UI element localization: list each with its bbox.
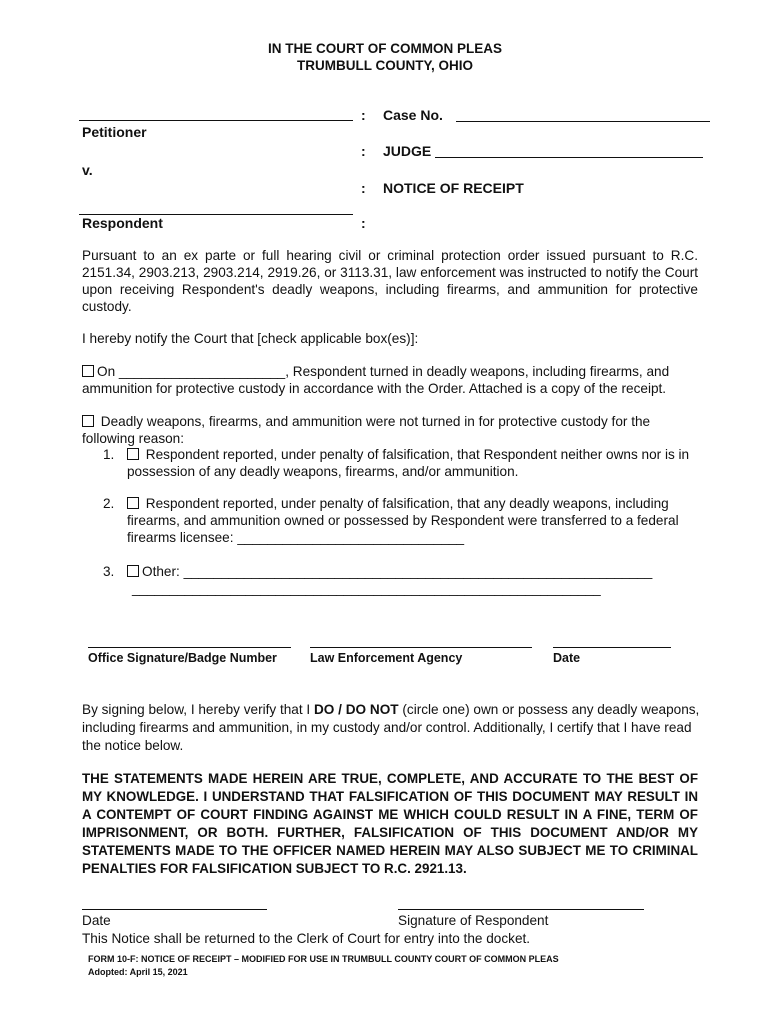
- falsification-statement: THE STATEMENTS MADE HEREIN ARE TRUE, COMPLETE, AND ACCURATE TO THE BEST OF MY KNOWLEDGE. I UNDERSTAND THAT FALSIFICATION OF THIS DOCUMENT MAY RESULT IN A CONTEMPT OF COURT FINDING AGAINST ME WHICH COULD RESULT IN A FINE, TERM OF IMPRISONMENT, OR BOTH. FURTHER, FALSIFICATION OF THIS DOCUMENT AND/OR MY STATEMENTS MADE TO THE OFFICER NAMED HEREIN MAY ALSO SUBJECT ME TO CRIMINAL PENALTIES FOR FALSIFICATION SUBJECT TO R.C. 2921.13.: [82, 771, 698, 876]
- licensee-blank[interactable]: ______________________________: [237, 530, 465, 545]
- petitioner-label: Petitioner: [82, 124, 147, 140]
- other-label: Other:: [142, 564, 180, 579]
- reason-3-line1: [127, 563, 652, 580]
- licensee-label: firearms licensee:: [127, 530, 234, 545]
- other-blank-2[interactable]: ______________________________________________________________: [132, 581, 601, 596]
- reason-1-line1: [127, 446, 689, 463]
- case-no-field[interactable]: [456, 121, 710, 122]
- caption-colon: :: [361, 180, 366, 196]
- respondent-signature-label: Signature of Respondent: [398, 913, 549, 928]
- respondent-signature-line[interactable]: [398, 909, 644, 910]
- verification-text: By signing below, I hereby verify that I: [82, 702, 314, 717]
- reason-1-number: 1.: [103, 447, 115, 462]
- form-footer: FORM 10-F: NOTICE OF RECEIPT – MODIFIED FOR USE IN TRUMBULL COUNTY COURT OF COMMON PLEAS: [88, 954, 559, 964]
- case-no-label: Case No.: [383, 107, 443, 123]
- reason-2-text: Respondent reported, under penalty of falsification, that any deadly weapons, including: [145, 496, 669, 511]
- adopted-date: Adopted: April 15, 2021: [88, 967, 188, 977]
- caption-colon: :: [361, 107, 366, 123]
- reason-2-line1: [127, 495, 669, 512]
- reason-3-number: 3.: [103, 564, 115, 579]
- option-on-prefix: On: [97, 364, 116, 379]
- officer-date-line[interactable]: [553, 647, 671, 648]
- county-title: TRUMBULL COUNTY, OHIO: [297, 58, 473, 73]
- checkbox-reason-1[interactable]: [127, 448, 139, 460]
- notice-title: NOTICE OF RECEIPT: [383, 180, 524, 196]
- respondent-date-label: Date: [82, 913, 111, 928]
- verification-line2: including firearms and ammunition, in my custody and/or control. Additionally, I certify that I have read: [82, 720, 692, 735]
- option-on-line1: [82, 363, 669, 380]
- option-not-turned-in-text: Deadly weapons, firearms, and ammunition were not turned in for protective custody for the: [100, 414, 651, 429]
- caption-colon: :: [361, 215, 366, 231]
- option-on-date-blank[interactable]: ______________________: [118, 364, 286, 379]
- option-not-turned-in-line1: [82, 413, 698, 430]
- notify-text: I hereby notify the Court that [check applicable box(es)]:: [82, 331, 419, 346]
- officer-signature-line[interactable]: [88, 647, 291, 648]
- checkbox-reason-2[interactable]: [127, 497, 139, 509]
- do-option[interactable]: DO: [313, 702, 335, 717]
- agency-label: Law Enforcement Agency: [310, 651, 463, 665]
- officer-date-label: Date: [553, 651, 581, 665]
- option-not-turned-in-line2: following reason:: [82, 431, 185, 446]
- versus-label: v.: [82, 162, 93, 178]
- caption-colon: :: [361, 143, 366, 159]
- do-separator: /: [334, 702, 346, 717]
- verification-line1: [82, 701, 699, 718]
- agency-line[interactable]: [310, 647, 532, 648]
- verification-line3: the notice below.: [82, 738, 184, 753]
- other-blank-1[interactable]: ______________________________________________________________: [183, 564, 653, 579]
- officer-signature-label: Office Signature/Badge Number: [88, 651, 277, 665]
- petitioner-line[interactable]: [79, 120, 353, 121]
- reason-2-line2: firearms, and ammunition owned or possessed by Respondent were transferred to a federal: [127, 513, 679, 528]
- checkbox-turned-in[interactable]: [82, 365, 94, 377]
- checkbox-reason-3[interactable]: [127, 565, 139, 577]
- reason-2-line3: [127, 529, 464, 546]
- court-title: IN THE COURT OF COMMON PLEAS: [268, 41, 502, 56]
- intro-paragraph: Pursuant to an ex parte or full hearing civil or criminal protection order issued pursuant to R.C. 2151.34, 2903.213, 2903.214, 2919.26, or 3113.31, law enforcement was instructed to notify the Court upon receiving Respondent's deadly weapons, including firearms, and ammunition for protective custody.: [82, 248, 698, 314]
- verification-text-after: (circle one) own or possess any deadly weapons,: [398, 702, 700, 717]
- do-not-option[interactable]: DO NOT: [345, 702, 399, 717]
- option-on-line2: ammunition for protective custody in accordance with the Order. Attached is a copy of the receipt.: [82, 381, 667, 396]
- respondent-label: Respondent: [82, 215, 163, 231]
- checkbox-not-turned-in[interactable]: [82, 415, 94, 427]
- reason-1-text: Respondent reported, under penalty of falsification, that Respondent neither owns nor is in: [145, 447, 690, 462]
- judge-field[interactable]: [435, 157, 703, 158]
- reason-1-line2: possession of any deadly weapons, firearms, and/or ammunition.: [127, 464, 519, 479]
- judge-label: JUDGE: [383, 143, 432, 159]
- reason-2-number: 2.: [103, 496, 115, 511]
- respondent-date-line[interactable]: [82, 909, 267, 910]
- option-on-text: , Respondent turned in deadly weapons, including firearms, and: [285, 364, 670, 379]
- return-note: This Notice shall be returned to the Clerk of Court for entry into the docket.: [82, 931, 531, 946]
